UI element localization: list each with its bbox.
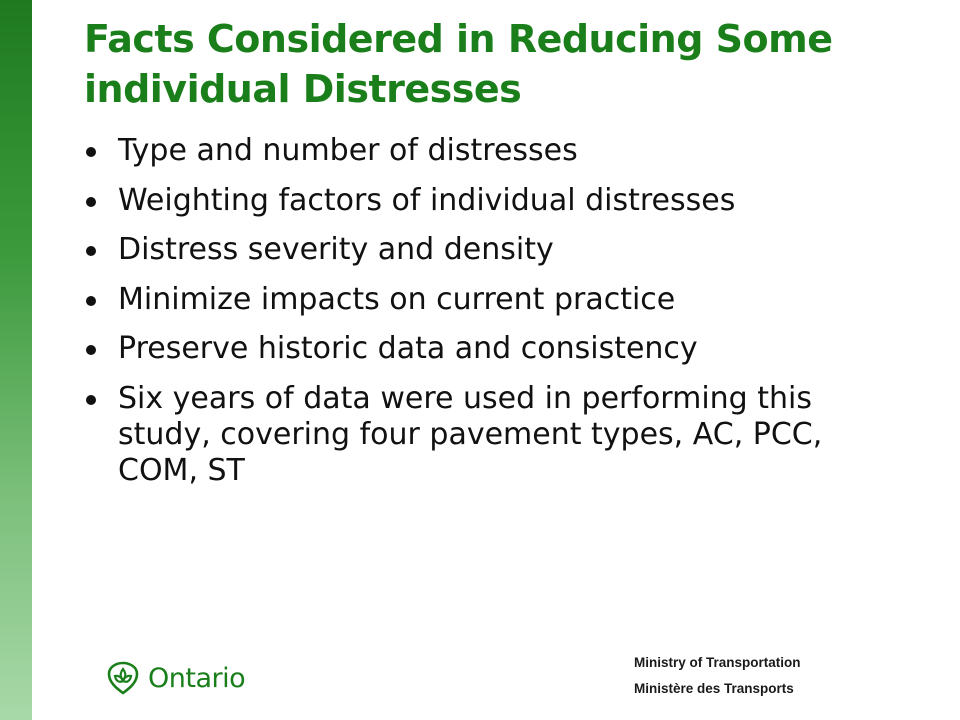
bullet-item (86, 232, 906, 268)
bullet-item (86, 381, 906, 489)
bullet-item (86, 282, 906, 318)
bullet-text: Weighting factors of individual distresses (118, 182, 736, 218)
ontario-logo (106, 661, 245, 695)
ministry-name-en: Ministry of Transportation (634, 655, 801, 670)
bullet-text: Preserve historic data and consistency (118, 331, 698, 366)
bullet-dot-icon (86, 395, 96, 405)
slide-title: Facts Considered in Reducing Some individual Distresses (84, 17, 833, 111)
bullet-text: Distress severity and density (118, 232, 554, 267)
trillium-icon (106, 661, 140, 695)
ministry-name-fr: Ministère des Transports (634, 681, 794, 696)
bullet-dot-icon (86, 147, 96, 157)
bullet-item (86, 331, 906, 367)
ministry-block (634, 650, 801, 702)
bullet-dot-icon (86, 345, 96, 355)
bullet-text: Type and number of distresses (118, 133, 578, 168)
bullet-text: Minimize impacts on current practice (118, 281, 676, 317)
bullet-item (86, 183, 906, 219)
bullet-dot-icon (86, 246, 96, 256)
side-accent-bar (0, 0, 32, 720)
bullet-dot-icon (86, 296, 96, 306)
bullet-dot-icon (86, 197, 96, 207)
bullet-list (86, 133, 906, 502)
bullet-text: Six years of data were used in performing this study, covering four pavement types, AC, PCC, COM, ST (118, 380, 823, 488)
bullet-item (86, 133, 906, 169)
logo-wordmark: Ontario (148, 662, 246, 694)
